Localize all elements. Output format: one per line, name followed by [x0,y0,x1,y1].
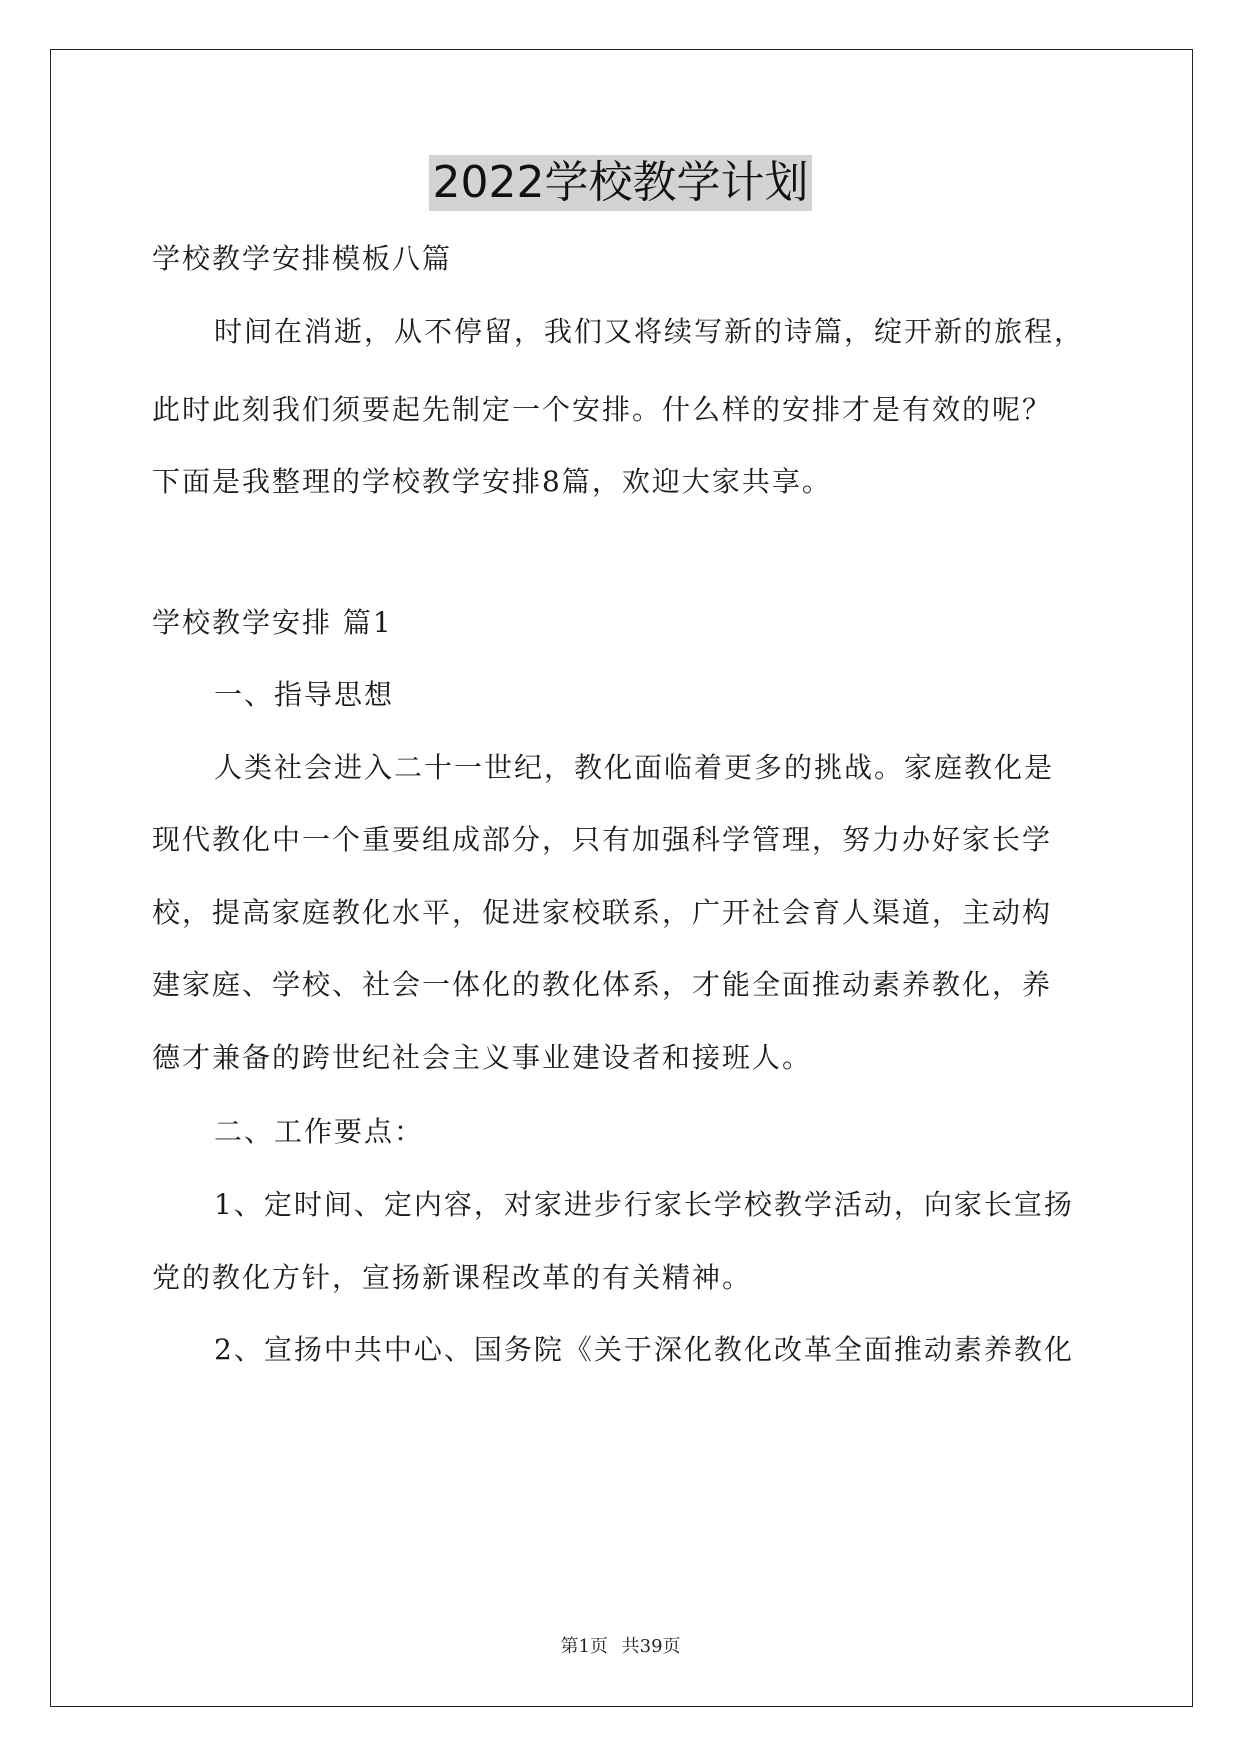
part2-heading: 二、工作要点： [214,1115,425,1148]
document-title: 2022学校教学计划 [429,155,813,211]
intro-line: 时间在消逝，从不停留，我们又将续写新的诗篇，绽开新的旅程， [214,315,1085,348]
part1-line: 建家庭、学校、社会一体化的教化体系，才能全面推动素养教化，养 [152,968,1053,1001]
part1-line: 现代教化中一个重要组成部分，只有加强科学管理，努力办好家长学 [152,823,1053,856]
page-number: 第1页 [560,1636,608,1657]
item1-line: 1、定时间、定内容，对家进步行家长学校教学活动，向家长宣扬 [214,1188,1074,1221]
part1-line: 人类社会进入二十一世纪，教化面临着更多的挑战。家庭教化是 [214,751,1055,784]
item1-line: 党的教化方针，宣扬新课程改革的有关精神。 [152,1261,753,1294]
subtitle: 学校教学安排模板八篇 [152,242,453,275]
item2-line: 2、宣扬中共中心、国务院《关于深化教化改革全面推动素养教化 [214,1333,1074,1366]
intro-line: 此时此刻我们须要起先制定一个安排。什么样的安排才是有效的呢？ [152,393,1053,426]
part1-heading: 一、指导思想 [214,678,395,711]
part1-line: 校，提高家庭教化水平，促进家校联系，广开社会育人渠道，主动构 [152,896,1053,929]
intro-line: 下面是我整理的学校教学安排8篇，欢迎大家共享。 [152,465,832,498]
part1-line: 德才兼备的跨世纪社会主义事业建设者和接班人。 [152,1041,813,1074]
title-container [0,155,1241,211]
section-heading: 学校教学安排 篇1 [152,606,393,639]
page-total: 共39页 [621,1636,681,1657]
page-footer [0,1632,1241,1658]
